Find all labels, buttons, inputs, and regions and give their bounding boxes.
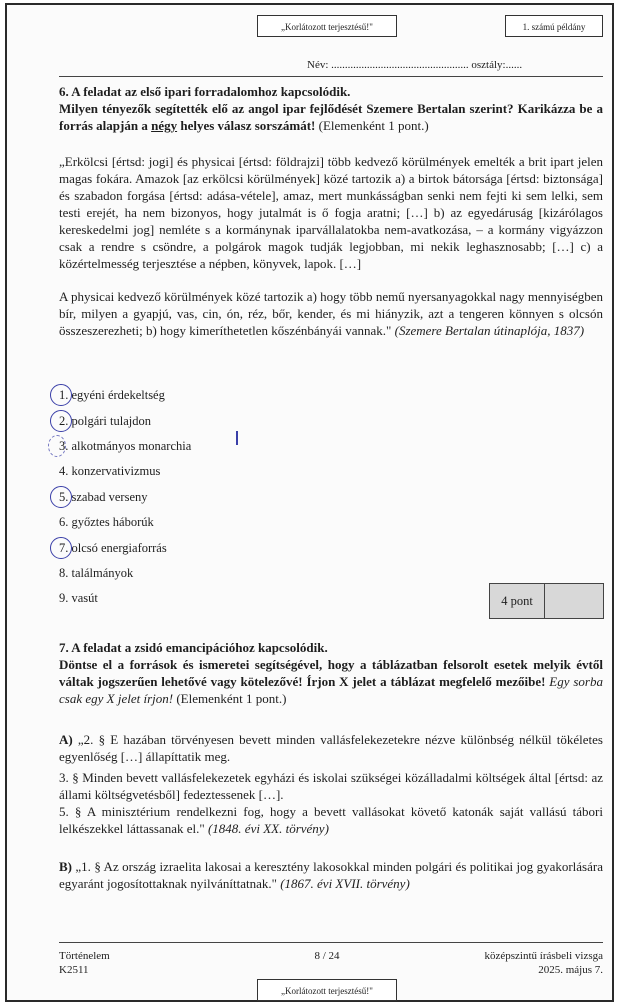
footer-left <box>59 949 110 977</box>
header-divider <box>59 76 603 77</box>
task6-points-note: (Elemenként 1 pont.) <box>315 118 429 133</box>
source-a-paragraph3 <box>59 803 603 837</box>
footer-subject: Történelem <box>59 950 110 962</box>
source-b-paragraph <box>59 858 603 892</box>
task6-quote-paragraph2 <box>59 288 603 339</box>
option-text: szabad verseny <box>68 490 148 504</box>
task6-question-underlined: négy <box>151 118 178 133</box>
footer-page-number: 8 / 24 <box>314 950 340 962</box>
task6-question-part2: helyes válasz sorszámát! <box>177 118 316 133</box>
restricted-label-top: „Korlátozott terjesztésű!" <box>257 15 397 37</box>
option-text: vasút <box>68 591 98 605</box>
option-number: 7. <box>59 541 69 555</box>
source-a-label: A) <box>59 732 73 747</box>
task6-title: 6. A feladat az első ipari forradalomhoz kapcsolódik. <box>59 84 351 99</box>
option-5[interactable] <box>59 490 148 505</box>
option-number: 6. <box>59 515 69 529</box>
restricted-label-bottom: „Korlátozott terjesztésű!" <box>257 979 397 1001</box>
option-number: 8. <box>59 566 69 580</box>
source-a-text3: 5. § A minisztérium rendelkezni fog, hogy a bevett vallásokat követő katonák saját vallású tábori lelkészekkel láttassanak el." <box>59 804 603 836</box>
footer-divider <box>59 942 603 943</box>
pen-circle-mark-5 <box>50 486 72 508</box>
option-4[interactable] <box>59 464 160 479</box>
pen-circle-mark-7 <box>50 537 72 559</box>
option-3[interactable] <box>59 439 191 454</box>
option-number: 1. <box>59 388 69 402</box>
footer-level: középszintű írásbeli vizsga <box>484 950 603 962</box>
option-number: 3. <box>59 439 69 453</box>
task6-quote-text2: A physicai kedvező körülmények közé tartozik a) hogy több nemű nyersanyagokkal nagy mennyiségben bír, milyen a gyapjú, vas, cin, ón, réz, bőr, kender, és mi hiányzik, azt a tengeren könnyen s olcsón összeszerezheti; b) hogy kimeríthetetlen kőszénbányái vannak." <box>59 289 603 338</box>
source-a-source: (1848. évi XX. törvény) <box>204 821 329 836</box>
option-number: 2. <box>59 414 69 428</box>
task7-question <box>59 656 603 707</box>
option-2[interactable] <box>59 414 151 429</box>
option-9[interactable] <box>59 591 98 606</box>
name-line: Név: .................................................. osztály:...... <box>307 59 523 71</box>
option-1[interactable] <box>59 388 165 403</box>
task7-question-italic: Egy sorba csak egy X jelet írjon! <box>59 674 603 706</box>
exam-page <box>5 3 614 1002</box>
score-entry-field[interactable] <box>545 584 603 618</box>
option-6[interactable] <box>59 515 154 530</box>
option-number: 5. <box>59 490 69 504</box>
option-text: győztes háborúk <box>68 515 154 529</box>
option-number: 9. <box>59 591 69 605</box>
source-b-source: (1867. évi XVII. törvény) <box>276 876 410 891</box>
source-a-text: „2. § E hazában törvényesen bevett minden vallásfelekezetekre nézve különbség nélkül tökéletes egyenlőség […] állapíttatik meg. <box>59 732 603 764</box>
task7-question-text: Döntse el a források és ismeretei segítségével, hogy a táblázatban felsorolt esetek melyik évtől váltak jogszerűen lehetővé vagy kötelezővé! Írjon X jelet a táblázat megfelelő mezőibe! <box>59 657 603 689</box>
footer-right <box>407 949 603 977</box>
task7-title: 7. A feladat a zsidó emancipációhoz kapcsolódik. <box>59 640 328 655</box>
task6-question <box>59 100 603 134</box>
option-number: 4. <box>59 464 69 478</box>
footer-code: K2511 <box>59 964 89 976</box>
option-text: egyéni érdekeltség <box>68 388 165 402</box>
source-b-label: B) <box>59 859 72 874</box>
pen-stroke-mark <box>236 431 238 445</box>
score-box <box>489 583 604 619</box>
task6-quote-paragraph1: „Erkölcsi [értsd: jogi] és physicai [értsd: földrajzi] több kedvező körülmények emelték a brit ipart jelen magas fokára. Amazok [az erkölcsi körülmények] közé tartozik a) a birtok bátorsága [értsd: biztonsága] és szabadon forgása [értsd: adása-vétele], amaz, mert munkásságban senki nem fejti ki sem lelki, sem testi erejét, ha nem bizonyos, hogy jutalmát is ő fogja aratni; […] b) az egyedáruság [kizárólagos kereskedelmi jog] nemléte s a kormánynak iparvállalatokba nem-avatkozása, – a kormány vigyázzon csak a rendre s csöndre, a polgárok magok tudják legjobban, mi nekik leghasznosabb; […] c) a közértelmesség terjesztése a népben, könyvek, lapok. […] <box>59 154 603 271</box>
task6-quote-source: (Szemere Bertalan útinaplója, 1837) <box>391 323 585 338</box>
pen-circle-mark-1 <box>50 384 72 406</box>
score-label: 4 pont <box>490 584 545 618</box>
footer-date: 2025. május 7. <box>538 964 603 976</box>
source-a-paragraph1 <box>59 731 603 765</box>
option-text: alkotmányos monarchia <box>68 439 192 453</box>
option-8[interactable] <box>59 566 133 581</box>
option-text: olcsó energiaforrás <box>68 541 167 555</box>
option-text: konzervativizmus <box>68 464 161 478</box>
option-text: polgári tulajdon <box>68 414 151 428</box>
copy-number-label: 1. számú példány <box>505 15 603 37</box>
source-b-text: „1. § Az ország izraelita lakosai a keresztény lakosokkal minden polgári és politikai jog gyakorlására egyaránt jogosítottaknak nyilváníttatnak." <box>59 859 603 891</box>
source-a-paragraph2: 3. § Minden bevett vallásfelekezetek egyházi és iskolai szükségei közálladalmi költségek által [értsd: az állami költségvetésből] fedeztessenek […]. <box>59 770 603 802</box>
task7-points-note: (Elemenként 1 pont.) <box>173 691 287 706</box>
task6-question-part1: Milyen tényezők segítették elő az angol ipar fejlődését Szemere Bertalan szerint? Karikázza be a forrás alapján a <box>59 101 603 133</box>
option-7[interactable] <box>59 541 167 556</box>
option-text: találmányok <box>68 566 134 580</box>
pen-circle-mark-2 <box>50 410 72 432</box>
pen-partial-mark-3 <box>48 435 69 457</box>
